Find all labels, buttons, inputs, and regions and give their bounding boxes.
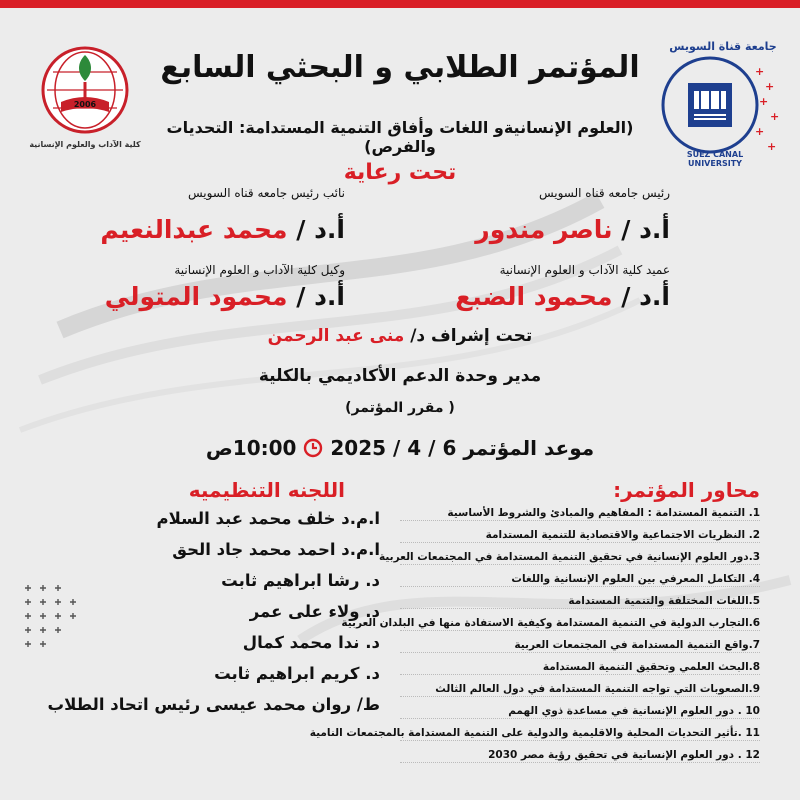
svg-text:+: + <box>755 65 765 78</box>
supervisor-name: منى عبد الرحمن <box>267 326 405 346</box>
patron-3-role: عميد كلية الآداب و العلوم الإنسانية <box>499 263 670 277</box>
patron-4-name <box>105 282 345 311</box>
patron-2-name <box>100 215 345 244</box>
patronage-heading: تحت رعاية <box>343 160 457 185</box>
committee-member: ا.م.د خلف محمد عبد السلام <box>156 509 380 528</box>
axis-item: 3.دور العلوم الإنسانية في تحقيق التنمية المستدامة في المجتمعات العربية <box>379 551 760 563</box>
svg-text:+: + <box>765 80 775 93</box>
patron-2-role: نائب رئيس جامعه قناه السويس <box>188 186 345 200</box>
supervisor-note: ( مقرر المؤتمر) <box>345 400 455 416</box>
axis-item: 10 . دور العلوم الإنسانية في مساعدة ذوي الهمم <box>400 705 760 719</box>
supervision-line <box>200 326 600 346</box>
axis-item: 12 . دور العلوم الإنسانية في تحقيق رؤية مصر 2030 <box>400 749 760 763</box>
patron-3-name-text: محمود الضبع <box>455 282 613 311</box>
axis-item: 6.التجارب الدولية في التنمية المستدامة وكيفية الاستفادة منها في البلدان العربية <box>341 617 760 629</box>
patron-4-prefix: أ.د / <box>296 282 345 311</box>
patron-1-name-text: ناصر مندور <box>475 215 613 244</box>
patron-1-prefix: أ.د / <box>621 215 670 244</box>
committee-member: ا.م.د احمد محمد جاد الحق <box>172 540 380 559</box>
axis-item: 5.اللغات المختلفة والتنمية المستدامة <box>400 595 760 609</box>
axis-item: 9.الصعوبات التي تواجه التنمية المستدامة في دول العالم الثالث <box>400 683 760 697</box>
patron-2-prefix: أ.د / <box>296 215 345 244</box>
axis-item: 1. التنمية المستدامة : المفاهيم والمبادئ والشروط الأساسية <box>400 507 760 521</box>
schedule-label: موعد المؤتمر <box>463 436 595 460</box>
axis-item: 4. التكامل المعرفي بين العلوم الإنسانية واللغات <box>400 573 760 587</box>
decorative-plus-grid <box>20 580 80 650</box>
patron-3-name <box>455 282 670 311</box>
faculty-logo <box>35 40 135 140</box>
supervisor-position: مدير وحدة الدعم الأكاديمي بالكلية <box>258 366 542 386</box>
svg-text:+: + <box>770 110 780 123</box>
committee-member: د. ولاء على عمر <box>249 602 380 621</box>
patron-4-role: وكيل كلية الآداب و العلوم الإنسانية <box>174 263 345 277</box>
committee-member: د. رشا ابراهيم ثابت <box>221 571 380 590</box>
faculty-year: 2006 <box>73 100 97 109</box>
axes-heading: محاور المؤتمر: <box>613 478 760 502</box>
conference-subtitle: (العلوم الإنسانيةو اللغات وأفاق التنمية المستدامة: التحديات والفرص) <box>166 118 634 156</box>
patron-1-name <box>475 215 670 244</box>
clock-icon <box>303 438 323 458</box>
supervision-label: تحت إشراف د/ <box>410 326 533 346</box>
patron-1-role: رئيس جامعه قناه السويس <box>538 186 670 200</box>
svg-text:+: + <box>759 95 769 108</box>
conference-schedule <box>180 436 620 460</box>
axis-item: 11 .تأثير التحديات المحلية والاقليمية والدولية على التنمية المستدامة بالمجتمعات النامية <box>309 727 760 739</box>
patron-4-name-text: محمود المتولي <box>104 282 288 311</box>
conference-title: المؤتمر الطلابي و البحثي السابع <box>160 50 640 85</box>
schedule-date: 6 / 4 / 2025 <box>330 436 457 460</box>
committee-member: د. كريم ابراهيم ثابت <box>214 664 380 683</box>
committee-member: ط/ روان محمد عيسى رئيس اتحاد الطلاب <box>47 695 380 714</box>
faculty-name: كلية الآداب والعلوم الإنسانية <box>29 140 141 149</box>
axis-item: 7.واقع التنمية المستدامة في المجتمعات العربية <box>400 639 760 653</box>
committee-heading: اللجنه التنظيميه <box>188 478 345 502</box>
committee-member: د. ندا محمد كمال <box>242 633 380 652</box>
schedule-time: 10:00ص <box>205 436 297 460</box>
svg-text:+: + <box>767 140 777 153</box>
university-arabic-name: جامعة قناة السويس <box>669 40 777 53</box>
axis-item: 8.البحث العلمي وتحقيق التنمية المستدامة <box>400 661 760 675</box>
patron-2-name-text: محمد عبدالنعيم <box>100 215 288 244</box>
university-english-name: SUEZ CANAL UNIVERSITY <box>686 150 744 168</box>
patron-3-prefix: أ.د / <box>621 282 670 311</box>
svg-text:+: + <box>755 125 765 138</box>
axis-item: 2. النظريات الاجتماعية والاقتصادية للتنمية المستدامة <box>400 529 760 543</box>
